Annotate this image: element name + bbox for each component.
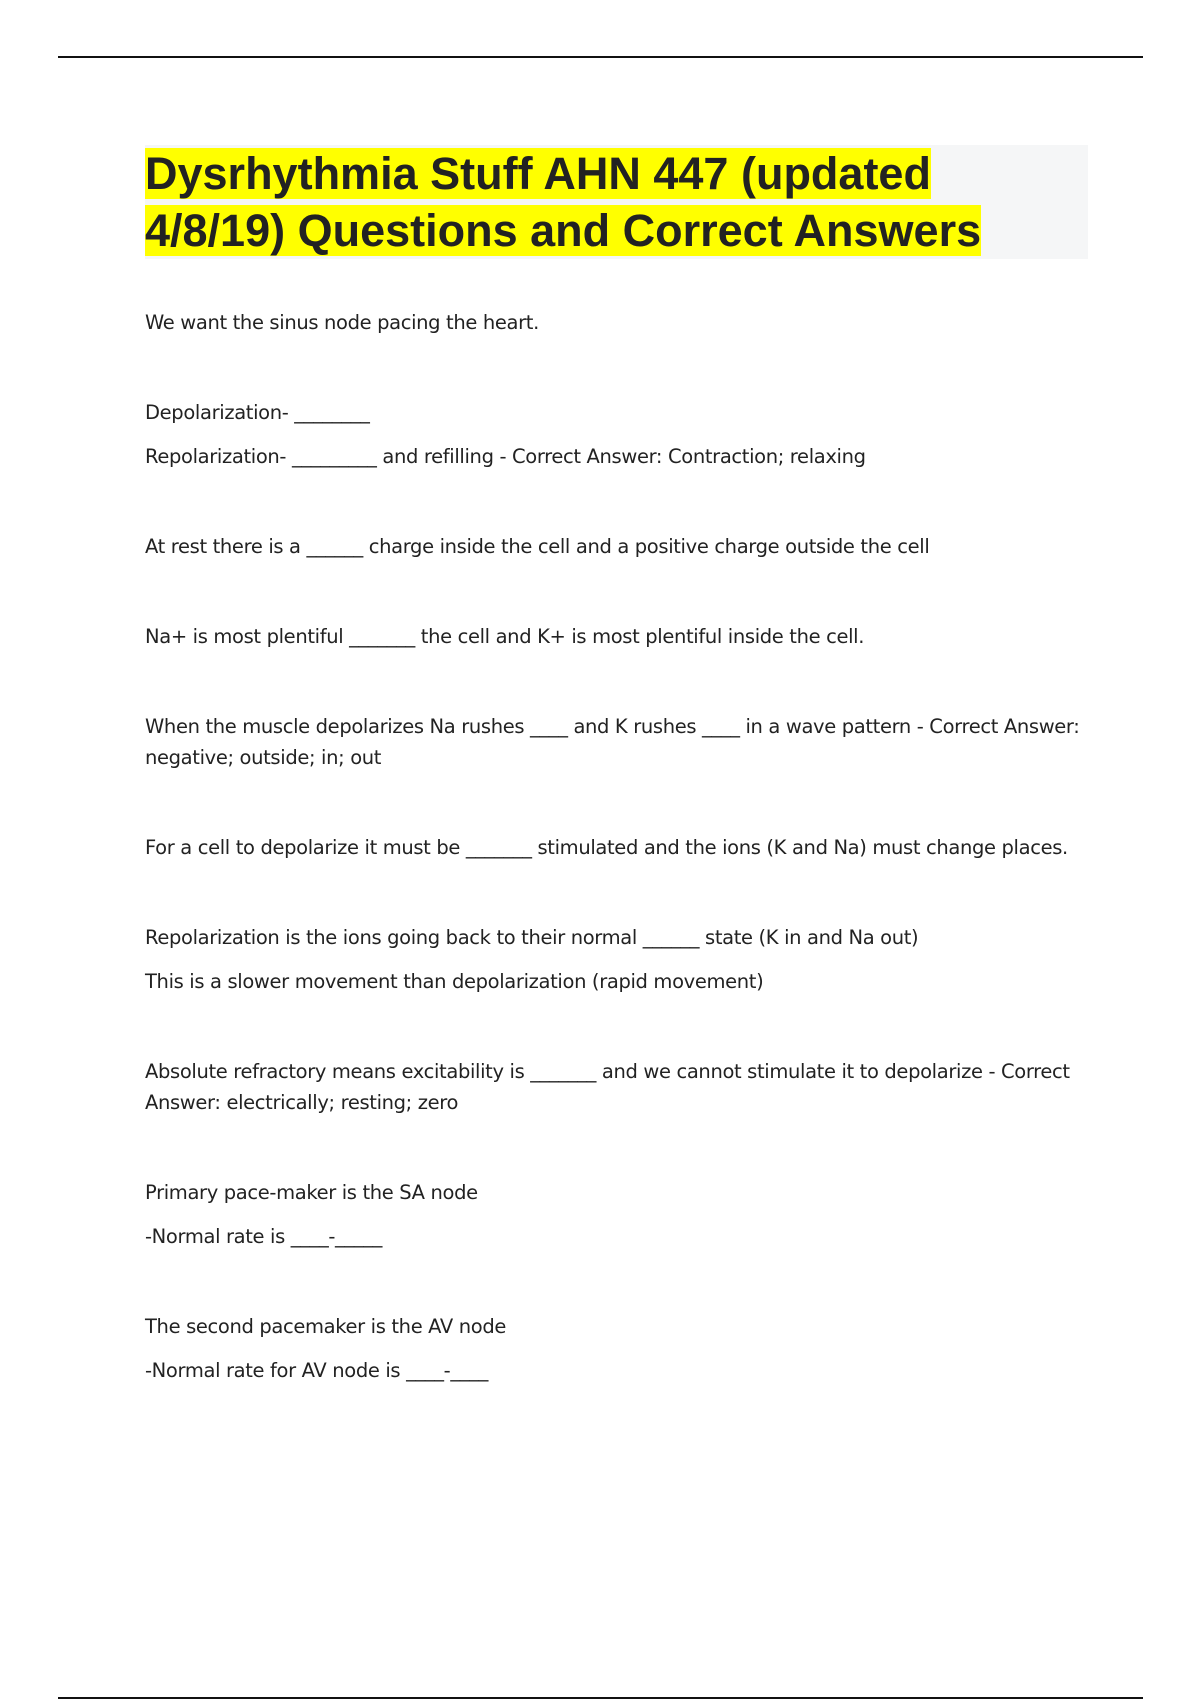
paragraph-cell-depolarize: For a cell to depolarize it must be _______ stimulated and the ions (K and Na) must change places.	[145, 836, 1068, 859]
paragraph-repolarization-ions: Repolarization is the ions going back to their normal ______ state (K in and Na out)	[145, 926, 919, 949]
paragraph-depolarization: Depolarization- ________	[145, 401, 370, 424]
paragraph-na-k: Na+ is most plentiful _______ the cell and K+ is most plentiful inside the cell.	[145, 625, 865, 648]
paragraph-primary-pacemaker: Primary pace-maker is the SA node	[145, 1181, 478, 1204]
paragraph-normal-rate: -Normal rate is ____-_____	[145, 1225, 383, 1248]
paragraph-muscle-depolarizes: When the muscle depolarizes Na rushes ____ and K rushes ____ in a wave pattern - Correct Answer: negative; outside; in; out	[145, 715, 1080, 769]
paragraph-slower-movement: This is a slower movement than depolarization (rapid movement)	[145, 970, 764, 993]
bottom-rule	[58, 1697, 1143, 1699]
paragraph-sinus-node: We want the sinus node pacing the heart.	[145, 311, 539, 334]
paragraph-rest-charge: At rest there is a ______ charge inside the cell and a positive charge outside the cell	[145, 535, 930, 558]
top-rule	[58, 56, 1143, 58]
document-body	[145, 145, 1090, 1386]
paragraph-absolute-refractory: Absolute refractory means excitability is _______ and we cannot stimulate it to depolarize - Correct Answer: electrically; resting; zero	[145, 1060, 1070, 1114]
paragraph-av-rate: -Normal rate for AV node is ____-____	[145, 1359, 488, 1382]
title-line-2: 4/8/19) Questions and Correct Answers	[145, 205, 982, 256]
title-line-1: Dysrhythmia Stuff AHN 447 (updated	[145, 148, 931, 199]
paragraph-repolarization: Repolarization- _________ and refilling - Correct Answer: Contraction; relaxing	[145, 445, 866, 468]
document-title	[145, 145, 1088, 259]
paragraph-second-pacemaker: The second pacemaker is the AV node	[145, 1315, 507, 1338]
title-block	[145, 145, 1088, 259]
